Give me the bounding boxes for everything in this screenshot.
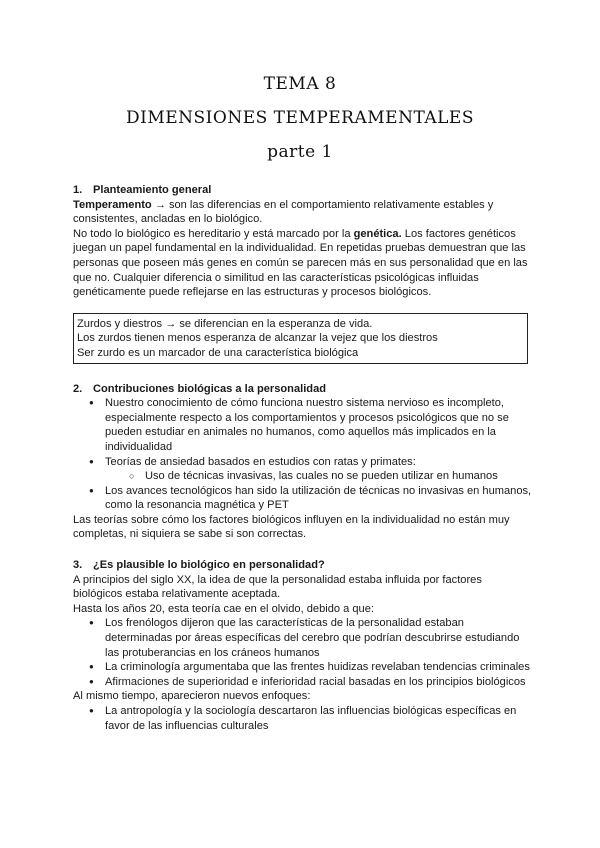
section-1-heading: 1. Planteamiento general <box>73 184 212 196</box>
list-item: ● Los avances tecnológicos han sido la utilización de técnicas no invasivas en humanos, como la resonancia magnética y PET <box>73 484 533 513</box>
section-2-list-continued <box>73 484 533 513</box>
title-line-1: TEMA 8 <box>263 74 337 94</box>
section-1-paragraph: No todo lo biológico es hereditario y está marcado por la genética. Los factores genéticos juegan un papel fundamental en la individualidad. En repetidas pruebas demuestran que las personas que poseen más genes en común se parecen más en sus personalidad que en las que no. Cualquier diferencia o similitud en las características psicológicas influidas genéticamente puede reflejarse en las estructuras y procesos biológicos. <box>73 227 528 299</box>
list-item: ● Teorías de ansiedad basados en estudios con ratas y primates: <box>73 455 533 470</box>
section-3-paragraph-2: Hasta los años 20, esta teoría cae en el olvido, debido a que: <box>73 602 374 615</box>
section-3-list <box>73 616 533 689</box>
list-item: ● Afirmaciones de superioridad e inferioridad racial basadas en los principios biológicos <box>73 675 533 690</box>
note-box-line-2: Los zurdos tienen menos esperanza de alcanzar la vejez que los diestros <box>77 332 438 345</box>
section-2-list <box>73 396 533 469</box>
section-2-closing: Las teorías sobre cómo los factores biológicos influyen en la individualidad no están muy completas, ni siquiera se sabe si son correctas. <box>73 513 510 541</box>
section-3-heading: 3. ¿Es plausible lo biológico en personalidad? <box>73 559 325 572</box>
list-item: ● Nuestro conocimiento de cómo funciona nuestro sistema nervioso es incompleto, especialmente respecto a los comportamientos y procesos psicológicos que no se pueden estudiar en animales no humanos, como aquellos más implicados en la individualidad <box>73 396 533 454</box>
note-box <box>73 313 528 364</box>
list-item: ● La antropología y la sociología descartaron las influencias biológicas específicas en favor de las influencias culturales <box>73 704 533 733</box>
document-body <box>73 183 533 733</box>
title-line-3: parte 1 <box>267 142 333 162</box>
note-box-line-3: Ser zurdo es un marcador de una característica biológica <box>77 346 359 359</box>
section-3-paragraph-3: Al mismo tiempo, aparecieron nuevos enfoques: <box>73 690 311 703</box>
list-item: ● La criminología argumentaba que las frentes huidizas revelaban tendencias criminales <box>73 660 533 675</box>
sub-list-item: ○ Uso de técnicas invasivas, las cuales no se pueden utilizar en humanos <box>73 469 533 484</box>
section-3-list-2 <box>73 704 533 733</box>
section-2-heading: 2. Contribuciones biológicas a la personalidad <box>73 382 327 395</box>
list-item: ● Los frenólogos dijeron que las características de la personalidad estaban determinadas por áreas específicas del cerebro que podrían descubrirse estudiando las protuberancias en los cráneos humanos <box>73 616 533 660</box>
section-1-definition: Temperamento → son las diferencias en el comportamiento relativamente estables y consistentes, ancladas en lo biológico. <box>73 198 494 226</box>
note-box-line-1: Zurdos y diestros → se diferencian en la esperanza de vida. <box>77 317 373 330</box>
title-line-2: DIMENSIONES TEMPERAMENTALES <box>126 108 474 128</box>
section-3-paragraph-1: A principios del siglo XX, la idea de que la personalidad estaba influida por factores biológicos estaba relativamente aceptada. <box>73 573 482 601</box>
section-2-sublist <box>73 469 533 484</box>
term-genetica: genética. <box>353 227 402 240</box>
term-temperamento: Temperamento <box>73 198 152 211</box>
